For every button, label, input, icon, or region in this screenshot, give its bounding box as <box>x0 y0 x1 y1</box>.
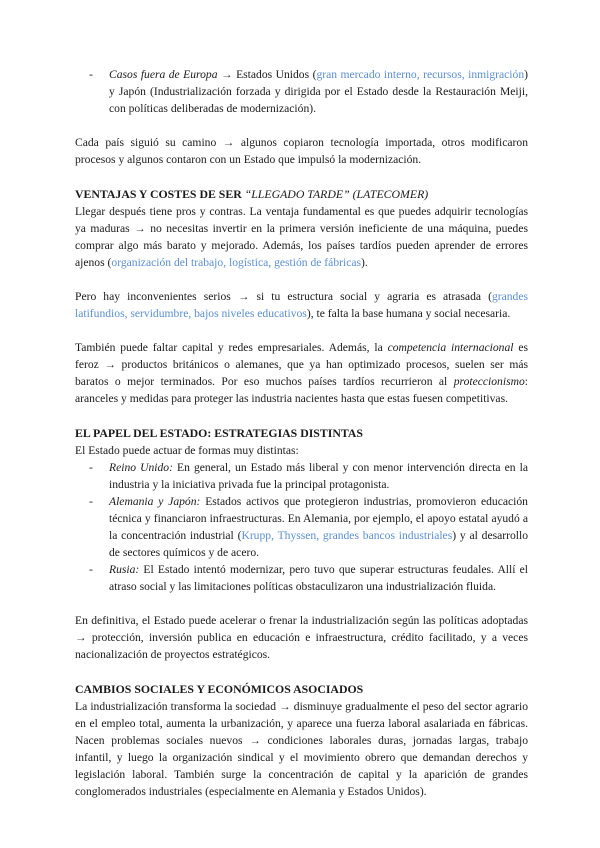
list-dash: - <box>89 68 93 81</box>
section-heading-latecomer: VENTAJAS Y COSTES DE SER “LLEGADO TARDE” (LATECOMER) <box>75 187 429 201</box>
highlight-text: gran mercado interno, recursos, inmigración <box>316 68 525 81</box>
list-item: - Rusia: El Estado intentó modernizar, pero tuvo que superar estructuras feudales. Allí el atraso social y las limitaciones políticas obstaculizaron una industrialización fluida. <box>89 563 528 593</box>
list-item-title: Reino Unido: <box>109 461 173 474</box>
list-item: - Reino Unido: En general, un Estado más liberal y con menor intervención directa en la industria y la iniciativa privada fue la principal protagonista. <box>89 461 528 491</box>
paragraph: En definitiva, el Estado puede acelerar o frenar la industrialización según las políticas adoptadas → protección, inversión publica en educación e infraestructura, crédito facilitado, y a veces nacionalización de proyectos estratégicos. <box>75 614 528 661</box>
paragraph: La industrialización transforma la sociedad → disminuye gradualmente el peso del sector agrario en el empleo total, aumenta la urbanización, y aparece una fuerza laboral asalariada en fábricas. Nacen problemas sociales nuevos → condiciones laborales duras, jornadas largas, trabajo infantil, y luego la organización sindical y el movimiento obrero que demandan derechos y legislación laboral. También surge la concentración de capital y la aparición de grandes conglomerados industriales (especialmente en Alemania y Estados Unidos). <box>75 700 528 798</box>
section-heading-state: EL PAPEL DEL ESTADO: ESTRATEGIAS DISTINTAS <box>75 426 363 440</box>
list-item: - Alemania y Japón: Estados activos que protegieron industrias, promovieron educación técnica y financiaron infraestructuras. En Alemania, por ejemplo, el apoyo estatal ayudó a la concentración industrial (Krupp, Thyssen, grandes bancos industriales) y al desarrollo de sectores químicos y de acero. <box>89 495 529 559</box>
section-heading-social: CAMBIOS SOCIALES Y ECONÓMICOS ASOCIADOS <box>75 682 364 696</box>
section-lead: El Estado puede actuar de formas muy distintas: <box>75 444 299 457</box>
list-item-title: Alemania y Japón: <box>109 495 201 508</box>
list-item: - Casos fuera de Europa → Estados Unidos (gran mercado interno, recursos, inmigración) y Japón (Industrialización forzada y dirigida por el Estado desde la Restauración Meiji, con políticas deliberadas de modernización). <box>89 68 528 115</box>
highlight-text: Krupp, Thyssen, grandes bancos industriales <box>241 529 453 542</box>
paragraph: Pero hay inconvenientes serios → si tu estructura social y agraria es atrasada (grandes latifundios, servidumbre, bajos niveles educativos), te falta la base humana y social necesaria. <box>75 290 528 320</box>
intro-list <box>75 66 528 117</box>
intro-paragraph: Cada país siguió su camino → algunos copiaron tecnología importada, otros modificaron procesos y algunos contaron con un Estado que impulsó la modernización. <box>75 136 528 166</box>
list-dash: - <box>89 563 93 576</box>
list-item-title: Casos fuera de Europa <box>109 68 218 81</box>
state-list <box>75 459 528 595</box>
list-dash: - <box>89 495 93 508</box>
list-item-title: Rusia: <box>109 563 140 576</box>
paragraph: También puede faltar capital y redes empresariales. Además, la competencia internacional es feroz → productos británicos o alemanes, que ya han optimizado procesos, suelen ser más baratos o mejor terminados. Por eso muchos países tardíos recurrieron al proteccionismo: aranceles y medidas para proteger las industria nacientes hasta que estas fuesen competitivas. <box>75 341 528 405</box>
highlight-text: organización del trabajo, logística, gestión de fábricas <box>111 256 361 269</box>
list-dash: - <box>89 461 93 474</box>
paragraph: Llegar después tiene pros y contras. La ventaja fundamental es que puedes adquirir tecnologías ya maduras → no necesitas invertir en la primera versión ineficiente de una máquina, puedes comprar algo más barato y mejorado. Además, los países tardíos pueden aprender de errores ajenos (organización del trabajo, logística, gestión de fábricas). <box>75 205 528 269</box>
highlight-text: grandes latifundios, servidumbre, bajos niveles educativos <box>75 290 528 320</box>
